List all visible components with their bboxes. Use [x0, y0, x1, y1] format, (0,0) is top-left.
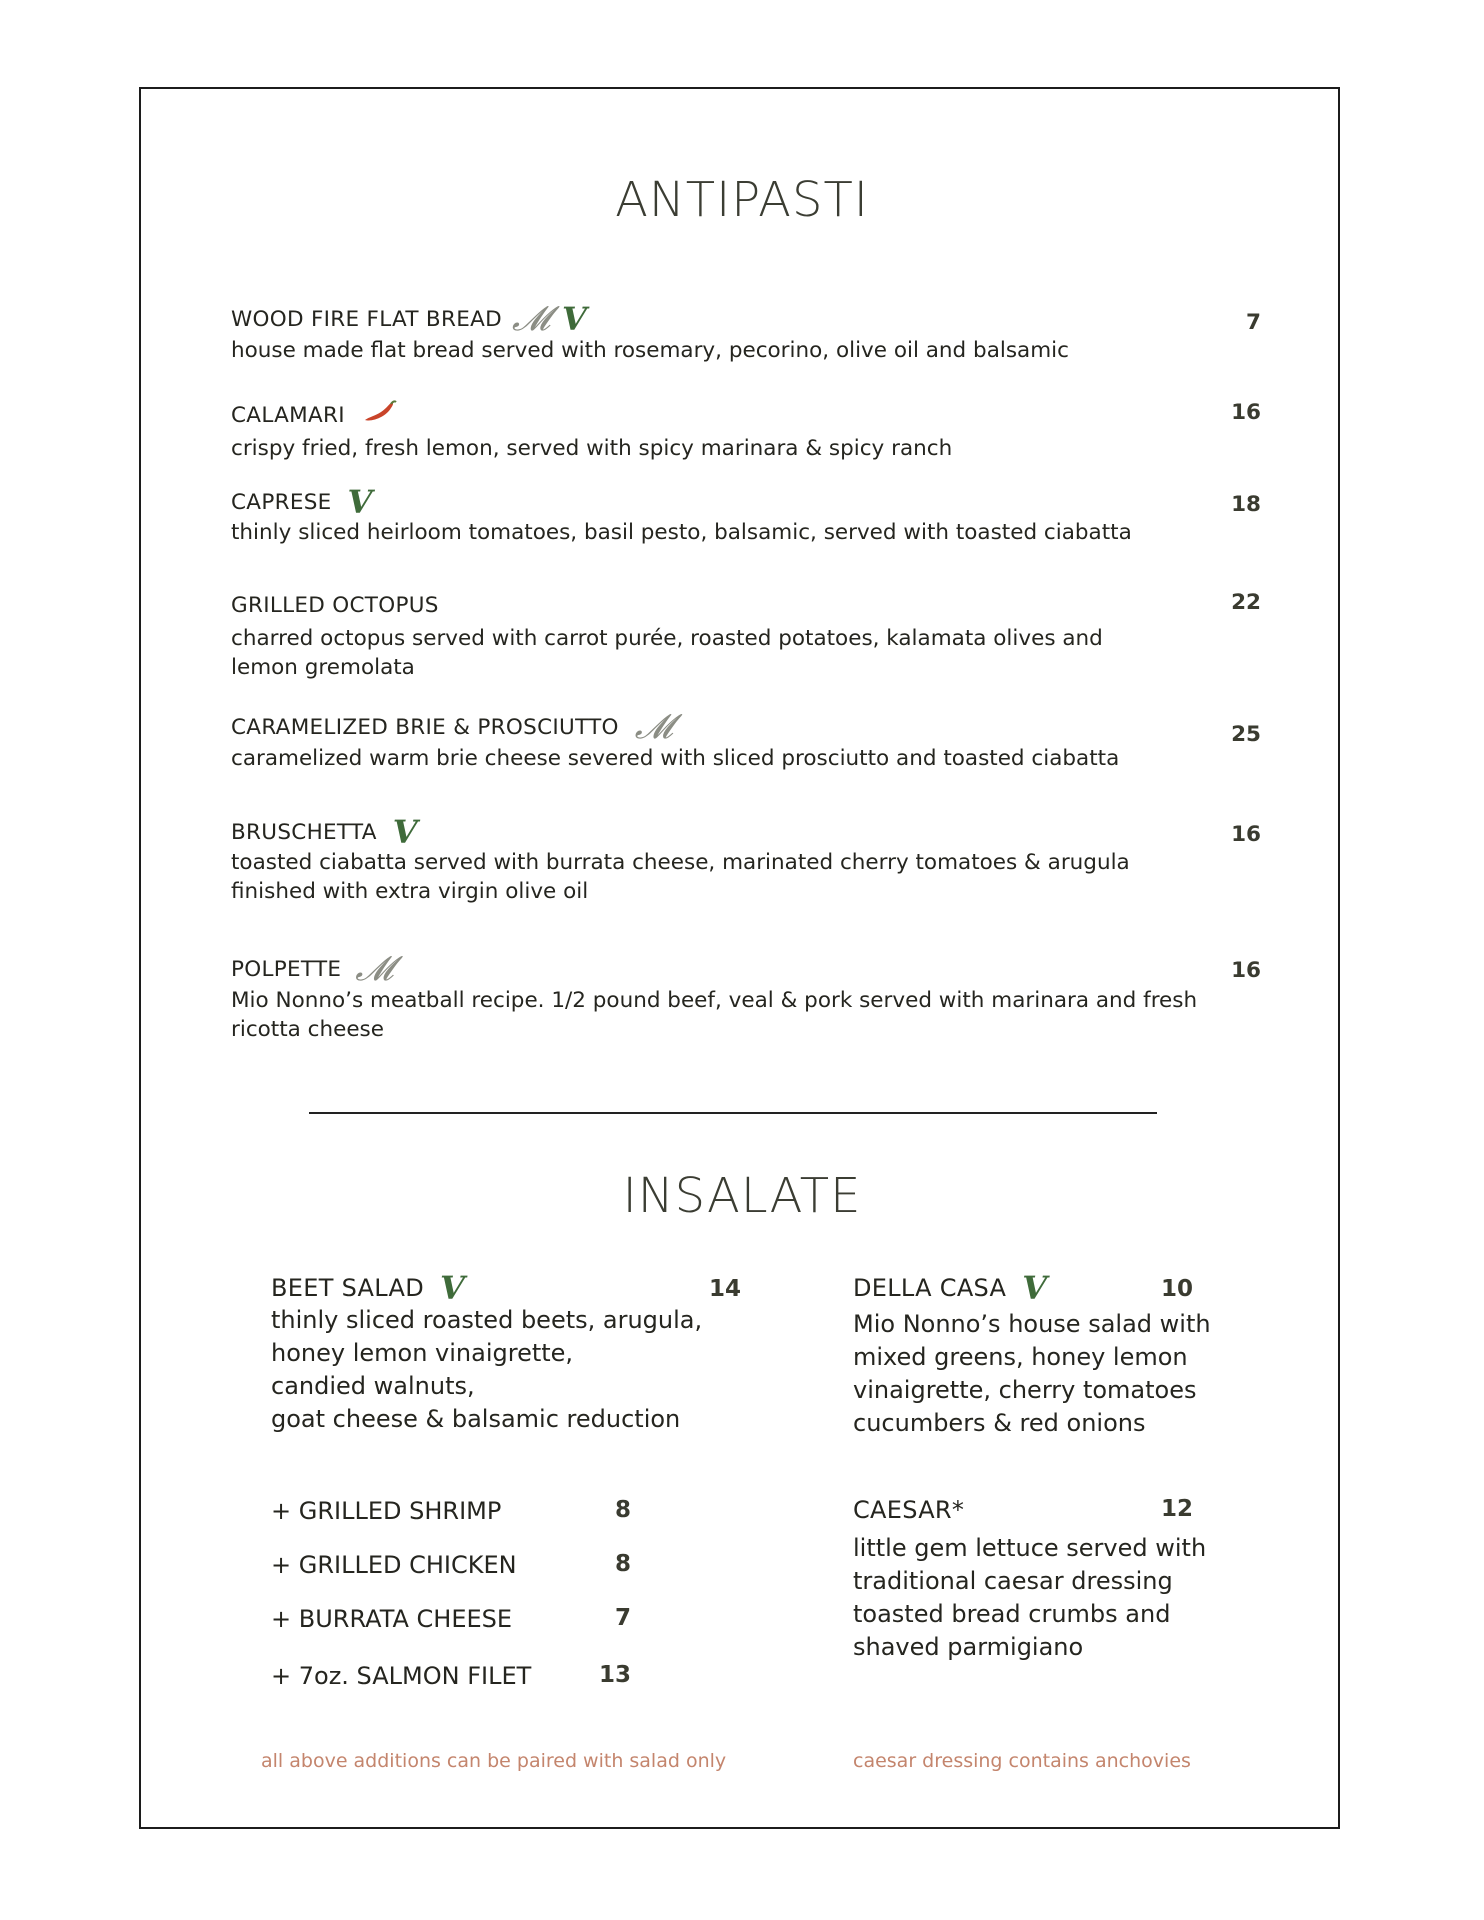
item-price: 18 — [1231, 492, 1261, 517]
item-description — [853, 1532, 1233, 1664]
desc-line: goat cheese & balsamic reduction — [271, 1405, 681, 1433]
item-name: DELLA CASA — [853, 1274, 1007, 1302]
vegetarian-icon: V — [392, 813, 418, 851]
item-name: BEET SALAD — [271, 1274, 424, 1302]
desc-line: little gem lettuce served with — [853, 1534, 1207, 1562]
vegetarian-icon: V — [1022, 1269, 1048, 1307]
desc-line: Mio Nonno’s house salad with — [853, 1310, 1211, 1338]
item-price: 7 — [1246, 310, 1261, 335]
addition-salmon-filet — [271, 1662, 631, 1690]
item-description: Mio Nonno’s meatball recipe. 1/2 pound beef, veal & pork served with marinara and fresh ricotta cheese — [231, 988, 1198, 1042]
menu-item-flat-bread — [231, 299, 1261, 365]
addition-price: 8 — [614, 1551, 631, 1577]
item-description: charred octopus served with carrot purée, roasted potatoes, kalamata olives and lemon gremolata — [231, 626, 1103, 680]
item-name: POLPETTE — [231, 956, 342, 982]
item-price: 14 — [708, 1276, 741, 1302]
menu-item-bruschetta — [231, 813, 1261, 906]
addition-grilled-shrimp — [271, 1497, 631, 1525]
item-description: caramelized warm brie cheese severed with sliced prosciutto and toasted ciabatta — [231, 746, 1120, 771]
item-name: BRUSCHETTA — [231, 819, 377, 845]
addition-name: + GRILLED CHICKEN — [271, 1551, 517, 1579]
item-name: CARAMELIZED BRIE & PROSCIUTTO — [231, 714, 619, 740]
desc-line: thinly sliced roasted beets, arugula, — [271, 1306, 703, 1334]
menu-item-polpette — [231, 949, 1261, 1044]
item-name: GRILLED OCTOPUS — [231, 592, 439, 618]
item-name: WOOD FIRE FLAT BREAD — [231, 306, 502, 332]
item-description — [853, 1308, 1233, 1440]
addition-price: 13 — [598, 1662, 631, 1688]
desc-line: mixed greens, honey lemon — [853, 1343, 1188, 1371]
item-price: 12 — [1160, 1496, 1193, 1522]
mio-nonno-icon: 𝓜 — [634, 707, 669, 747]
desc-line: honey lemon vinaigrette, — [271, 1339, 574, 1367]
item-description: house made flat bread served with rosemary, pecorino, olive oil and balsamic — [231, 338, 1069, 363]
desc-line: vinaigrette, cherry tomatoes — [853, 1376, 1197, 1404]
menu-item-calamari — [231, 400, 1261, 463]
addition-name: + BURRATA CHEESE — [271, 1605, 513, 1633]
item-price: 16 — [1231, 822, 1261, 847]
caesar-note: caesar dressing contains anchovies — [853, 1750, 1191, 1772]
section-title-insalate: INSALATE — [622, 1168, 862, 1224]
item-price: 25 — [1231, 722, 1261, 747]
addition-name: + GRILLED SHRIMP — [271, 1497, 502, 1525]
item-price: 10 — [1160, 1276, 1193, 1302]
menu-item-della-casa — [853, 1269, 1211, 1440]
menu-item-beet-salad — [271, 1269, 741, 1436]
menu-item-grilled-octopus — [231, 590, 1261, 682]
item-name: CAESAR* — [853, 1496, 965, 1524]
item-name: CAPRESE — [231, 489, 332, 515]
menu-item-caprese — [231, 483, 1261, 547]
item-price: 16 — [1231, 958, 1261, 983]
menu-item-caesar — [853, 1496, 1207, 1664]
item-price: 16 — [1231, 400, 1261, 425]
vegetarian-icon: V — [440, 1269, 466, 1307]
desc-line: traditional caesar dressing — [853, 1567, 1173, 1595]
menu-item-brie-prosciutto — [231, 707, 1261, 773]
desc-line: toasted bread crumbs and — [853, 1600, 1171, 1628]
vegetarian-icon: V — [562, 300, 588, 338]
desc-line: candied walnuts, — [271, 1372, 475, 1400]
addition-grilled-chicken — [271, 1551, 631, 1579]
mio-nonno-icon: 𝓜 — [355, 949, 390, 989]
desc-line: cucumbers & red onions — [853, 1409, 1146, 1437]
addition-price: 8 — [614, 1497, 631, 1523]
item-description — [271, 1304, 741, 1436]
spicy-chili-icon — [361, 400, 397, 430]
desc-line: shaved parmigiano — [853, 1633, 1084, 1661]
item-description: thinly sliced heirloom tomatoes, basil pesto, balsamic, served with toasted ciabatta — [231, 520, 1132, 545]
item-description: crispy fried, fresh lemon, served with spicy marinara & spicy ranch — [231, 436, 953, 461]
section-title-antipasti: ANTIPASTI — [615, 172, 869, 228]
vegetarian-icon: V — [347, 483, 373, 521]
item-description: toasted ciabatta served with burrata cheese, marinated cherry tomatoes & arugula finished with extra virgin olive oil — [231, 850, 1130, 904]
addition-burrata-cheese — [271, 1605, 631, 1633]
addition-name: + 7oz. SALMON FILET — [271, 1662, 532, 1690]
additions-note: all above additions can be paired with salad only — [261, 1750, 727, 1772]
item-name: CALAMARI — [231, 402, 345, 428]
section-divider — [309, 1112, 1157, 1114]
item-price: 22 — [1231, 590, 1261, 615]
addition-price: 7 — [614, 1605, 631, 1631]
mio-nonno-icon: 𝓜 — [511, 299, 547, 339]
